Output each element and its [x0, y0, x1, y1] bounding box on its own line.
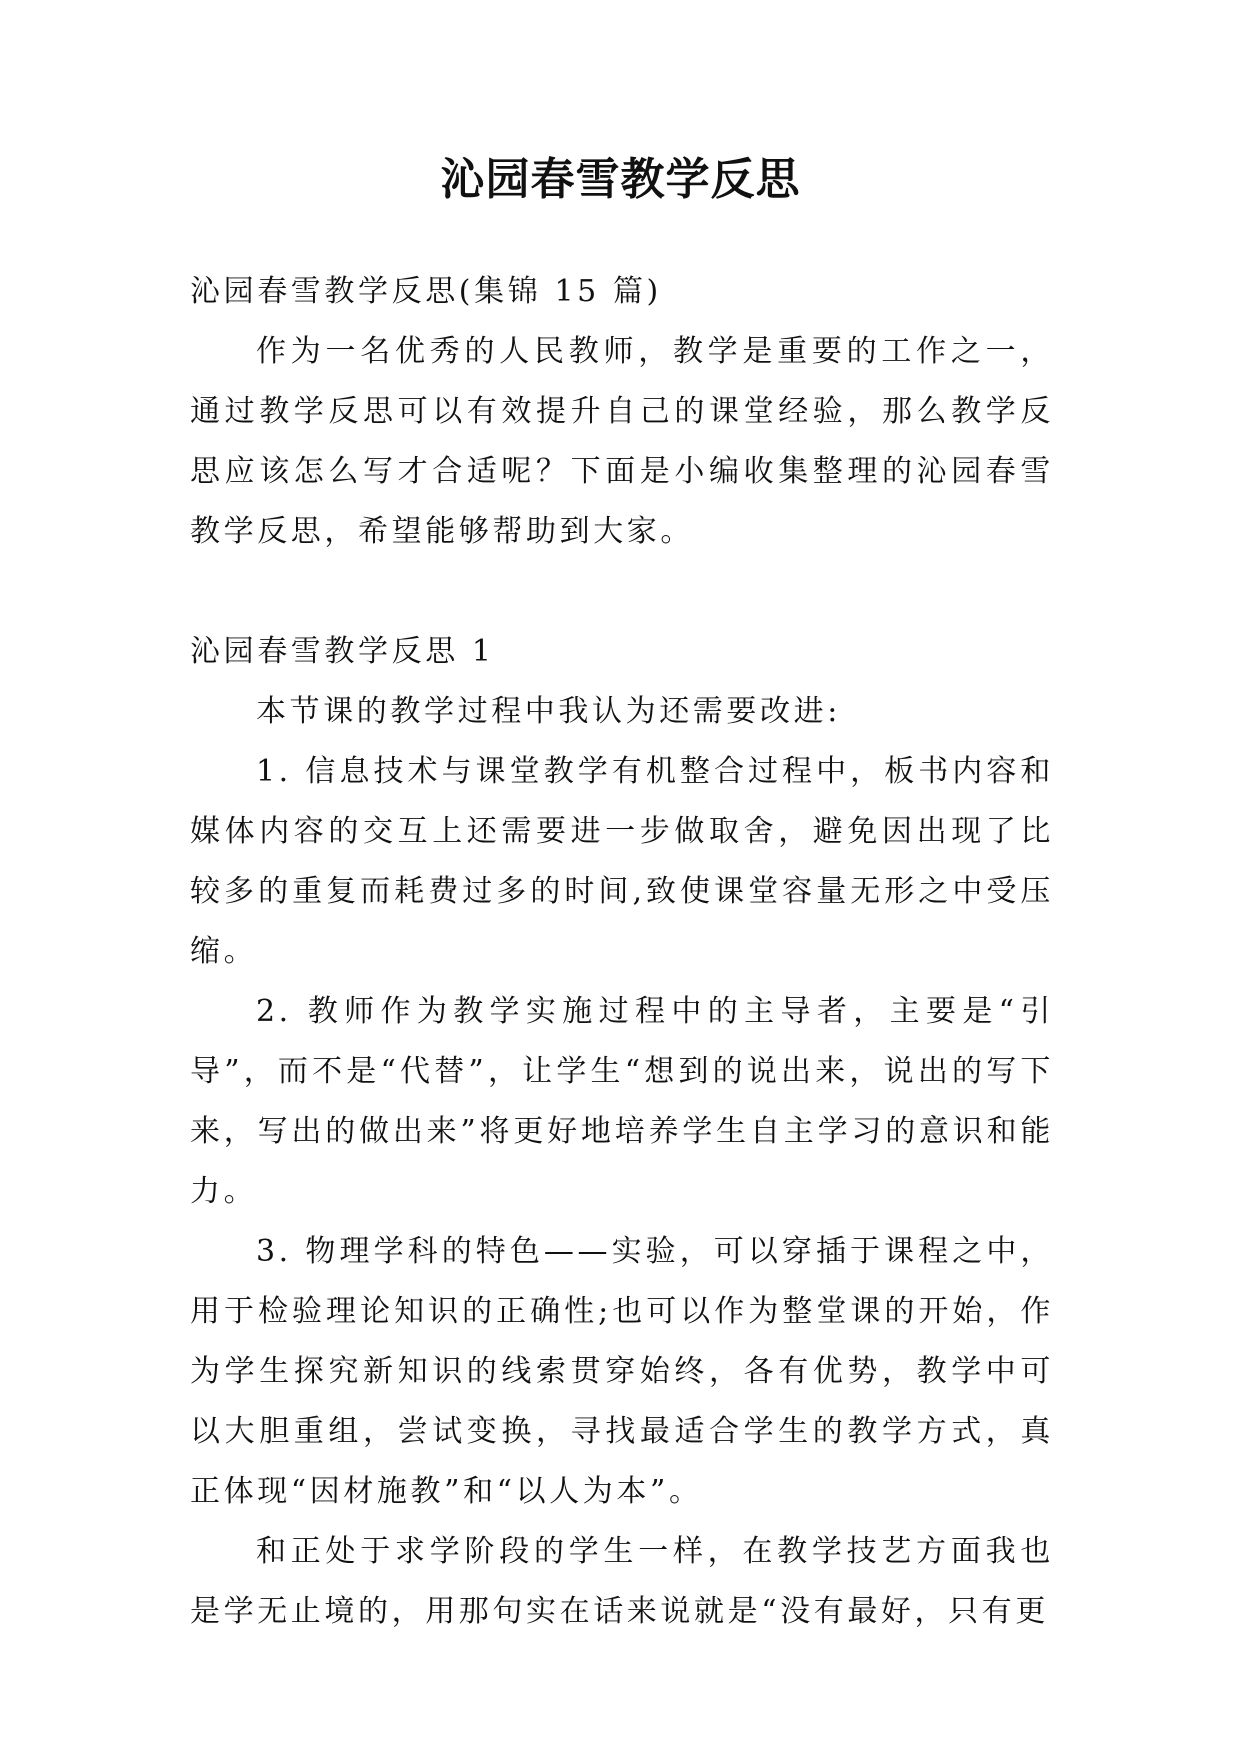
section-heading: 沁园春雪教学反思 1 [190, 634, 495, 669]
document-body [190, 262, 1054, 1642]
body-paragraph: 1. 信息技术与课堂教学有机整合过程中，板书内容和媒体内容的交互上还需要进一步做取舍，避免因出现了比较多的重复而耗费过多的时间,致使课堂容量无形之中受压缩。 [190, 754, 1054, 969]
body-paragraph: 本节课的教学过程中我认为还需要改进: [256, 694, 841, 729]
body-paragraph: 和正处于求学阶段的学生一样，在教学技艺方面我也是学无止境的，用那句实在话来说就是“没有最好，只有更 [190, 1534, 1054, 1629]
body-paragraph: 2. 教师作为教学实施过程中的主导者，主要是“引导”，而不是“代替”，让学生“想到的说出来，说出的写下来，写出的做出来”将更好地培养学生自主学习的意识和能力。 [190, 994, 1054, 1209]
section-spacer [190, 562, 1054, 622]
document-subtitle: 沁园春雪教学反思(集锦 15 篇) [190, 274, 662, 309]
body-paragraph: 3. 物理学科的特色——实验，可以穿插于课程之中，用于检验理论知识的正确性;也可以作为整堂课的开始，作为学生探究新知识的线索贯穿始终，各有优势，教学中可以大胆重组，尝试变换，寻找最适合学生的教学方式，真正体现“因材施教”和“以人为本”。 [190, 1234, 1054, 1509]
intro-paragraph: 作为一名优秀的人民教师，教学是重要的工作之一，通过教学反思可以有效提升自己的课堂经验，那么教学反思应该怎么写才合适呢？下面是小编收集整理的沁园春雪教学反思，希望能够帮助到大家。 [190, 334, 1054, 549]
document-title: 沁园春雪教学反思 [440, 154, 801, 205]
